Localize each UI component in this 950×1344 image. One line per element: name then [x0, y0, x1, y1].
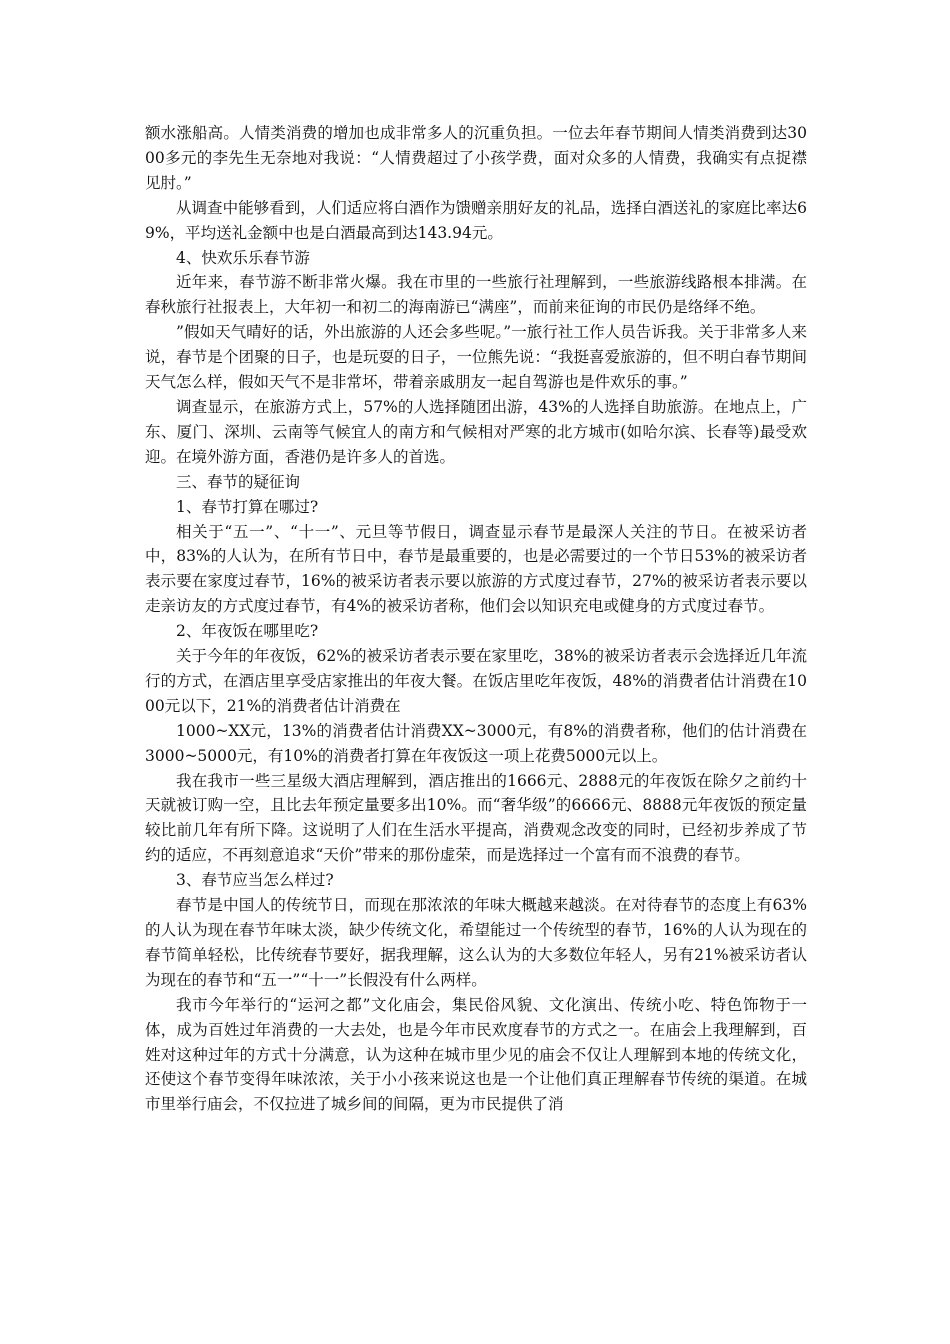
- paragraph-9: 我在我市一些三星级大酒店理解到，酒店推出的1666元、2888元的年夜饭在除夕之前约十天就被订购一空，且比去年预定量要多出10%。而“奢华级”的6666元、8888元年夜饭的预定量较比前几年有所下降。这说明了人们在生活水平提高，消费观念改变的同时，已经初步养成了节约的适应，不再刻意追求“天价”带来的那份虚荣，而是选择过一个富有而不浪费的春节。: [145, 771, 807, 865]
- paragraph-1: 额水涨船高。人情类消费的增加也成非常多人的沉重负担。一位去年春节期间人情类消费到达3000多元的李先生无奈地对我说：“人情费超过了小孩学费，面对众多的人情费，我确实有点捉襟见肘。”: [145, 124, 807, 192]
- subheading-1: 1、春节打算在哪过?: [176, 497, 319, 516]
- paragraph-11: 我市今年举行的“运河之都”文化庙会，集民俗风貌、文化演出、传统小吃、特色饰物于一体，成为百姓过年消费的一大去处，也是今年市民欢度春节的方式之一。在庙会上我理解到，百姓对这种过年的方式十分满意，认为这种在城市里少见的庙会不仅让人理解到本地的传统文化，还使这个春节变得年味浓浓，关于小小孩来说这也是一个让他们真正理解春节传统的渠道。在城市里举行庙会，不仅拉进了城乡间的间隔，更为市民提供了消: [145, 995, 807, 1114]
- paragraph-2: 从调查中能够看到，人们适应将白酒作为馈赠亲朋好友的礼品，选择白酒送礼的家庭比率达69%，平均送礼金额中也是白酒最高到达143.94元。: [145, 198, 807, 242]
- section-heading-3: 三、春节的疑征询: [176, 472, 301, 491]
- subheading-3: 3、春节应当怎么样过?: [176, 871, 334, 890]
- paragraph-5: 调查显示，在旅游方式上，57%的人选择随团出游，43%的人选择自助旅游。在地点上，广东、厦门、深圳、云南等气候宜人的南方和气候相对严寒的北方城市(如哈尔滨、长春等)最受欢迎。在境外游方面，香港仍是许多人的首选。: [145, 397, 807, 466]
- paragraph-3: 近年来，春节游不断非常火爆。我在市里的一些旅行社理解到，一些旅游线路根本排满。在春秋旅行社报表上，大年初一和初二的海南游已“满座”，而前来征询的市民仍是络绎不绝。: [145, 273, 807, 317]
- paragraph-10: 春节是中国人的传统节日，而现在那浓浓的年味大概越来越淡。在对待春节的态度上有63%的人认为现在春节年味太淡，缺少传统文化，希望能过一个传统型的春节，16%的人认为现在的春节简单轻松，比传统春节要好，据我理解，这么认为的大多数位年轻人，另有21%被采访者认为现在的春节和“五一”“十一”长假没有什么两样。: [145, 896, 807, 989]
- document-body: [145, 121, 807, 1117]
- paragraph-7: 关于今年的年夜饭，62%的被采访者表示要在家里吃，38%的被采访者表示会选择近几年流行的方式，在酒店里享受店家推出的年夜大餐。在饭店里吃年夜饭，48%的消费者估计消费在1000元以下，21%的消费者估计消费在: [145, 647, 807, 715]
- section-heading-4: 4、快欢乐乐春节游: [176, 248, 310, 267]
- paragraph-6: 相关于“五一”、“十一”、元旦等节假日，调查显示春节是最深人关注的节日。在被采访者中，83%的人认为，在所有节日中，春节是最重要的，也是必需要过的一个节日53%的被采访者表示要在家度过春节，16%的被采访者表示要以旅游的方式度过春节，27%的被采访者表示要以走亲访友的方式度过春节，有4%的被采访者称，他们会以知识充电或健身的方式度过春节。: [145, 522, 807, 616]
- paragraph-4: ”假如天气晴好的话，外出旅游的人还会多些呢。”一旅行社工作人员告诉我。关于非常多人来说，春节是个团聚的日子，也是玩耍的日子，一位熊先说：“我挺喜爱旅游的，但不明白春节期间天气怎么样，假如天气不是非常坏，带着亲戚朋友一起自驾游也是件欢乐的事。”: [145, 323, 807, 392]
- subheading-2: 2、年夜饭在哪里吃?: [176, 622, 319, 641]
- paragraph-8: 1000~XX元，13%的消费者估计消费XX~3000元，有8%的消费者称，他们的估计消费在3000~5000元，有10%的消费者打算在年夜饭这一项上花费5000元以上。: [145, 721, 807, 765]
